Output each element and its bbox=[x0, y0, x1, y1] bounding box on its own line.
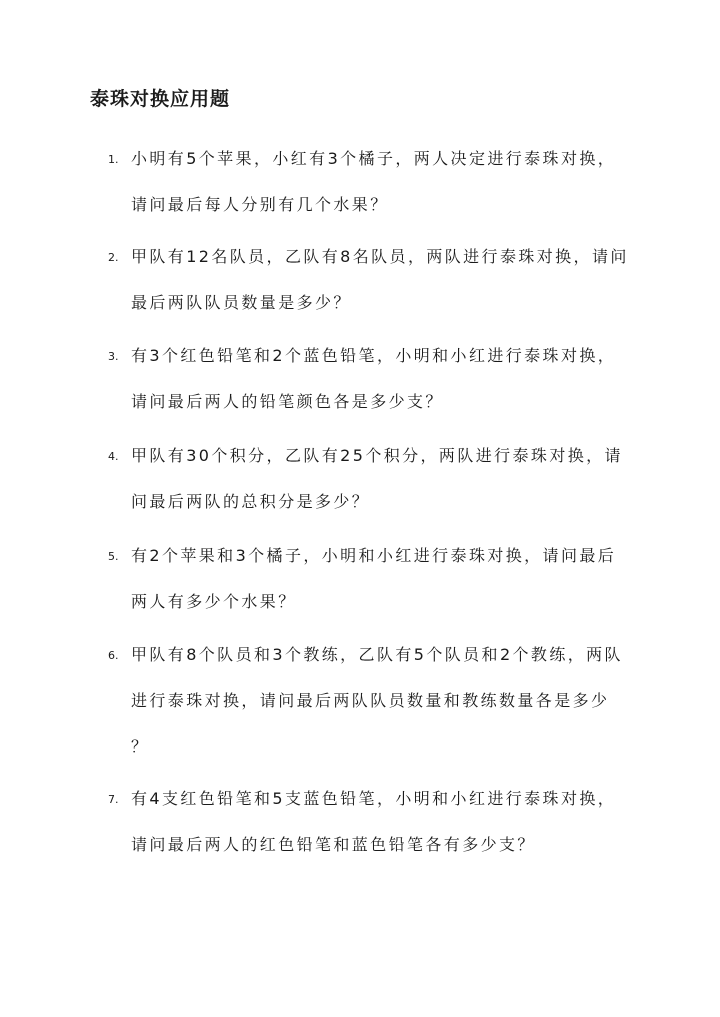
question-text: 请问最后两人的铅笔颜色各是多少支？ bbox=[131, 392, 444, 411]
question-number: 7. bbox=[108, 793, 119, 806]
question-text: 甲队有30个积分，乙队有25个积分，两队进行泰珠对换，请 bbox=[131, 446, 623, 465]
question-number: 1. bbox=[108, 153, 119, 166]
question-line bbox=[108, 390, 638, 414]
question-text: 小明有5个苹果，小红有3个橘子，两人决定进行泰珠对换， bbox=[131, 149, 617, 168]
question-text: 问最后两队的总积分是多少？ bbox=[131, 492, 371, 511]
question-text: ？ bbox=[131, 737, 150, 756]
document-title: 泰珠对换应用题 bbox=[90, 88, 231, 110]
question-number: 2. bbox=[108, 251, 119, 264]
question-line bbox=[108, 444, 638, 468]
question-line bbox=[108, 787, 638, 811]
question-line bbox=[108, 490, 638, 514]
question-item bbox=[108, 245, 638, 315]
question-line bbox=[108, 590, 638, 614]
question-number: 4. bbox=[108, 450, 119, 463]
question-item bbox=[108, 444, 638, 514]
question-number: 6. bbox=[108, 649, 119, 662]
question-text: 最后两队队员数量是多少？ bbox=[131, 293, 352, 312]
question-line bbox=[108, 245, 638, 269]
question-item bbox=[108, 544, 638, 614]
question-item bbox=[108, 344, 638, 414]
question-line bbox=[108, 544, 638, 568]
question-line bbox=[108, 147, 638, 171]
question-item bbox=[108, 643, 638, 759]
question-text: 进行泰珠对换，请问最后两队队员数量和教练数量各是多少 bbox=[131, 691, 610, 710]
question-line bbox=[108, 193, 638, 217]
question-line bbox=[108, 689, 638, 713]
question-number: 3. bbox=[108, 350, 119, 363]
question-text: 请问最后两人的红色铅笔和蓝色铅笔各有多少支？ bbox=[131, 835, 536, 854]
question-text: 有4支红色铅笔和5支蓝色铅笔，小明和小红进行泰珠对换， bbox=[131, 789, 617, 808]
question-text: 甲队有8个队员和3个教练，乙队有5个队员和2个教练，两队 bbox=[131, 645, 623, 664]
question-line bbox=[108, 344, 638, 368]
question-line bbox=[108, 735, 638, 759]
question-text: 请问最后每人分别有几个水果？ bbox=[131, 195, 389, 214]
question-number: 5. bbox=[108, 550, 119, 563]
question-line bbox=[108, 643, 638, 667]
question-text: 有2个苹果和3个橘子，小明和小红进行泰珠对换，请问最后 bbox=[131, 546, 617, 565]
question-line bbox=[108, 833, 638, 857]
question-text: 两人有多少个水果？ bbox=[131, 592, 297, 611]
question-text: 甲队有12名队员，乙队有8名队员，两队进行泰珠对换，请问 bbox=[131, 247, 629, 266]
question-item bbox=[108, 147, 638, 217]
question-item bbox=[108, 787, 638, 857]
question-line bbox=[108, 291, 638, 315]
question-text: 有3个红色铅笔和2个蓝色铅笔，小明和小红进行泰珠对换， bbox=[131, 346, 617, 365]
